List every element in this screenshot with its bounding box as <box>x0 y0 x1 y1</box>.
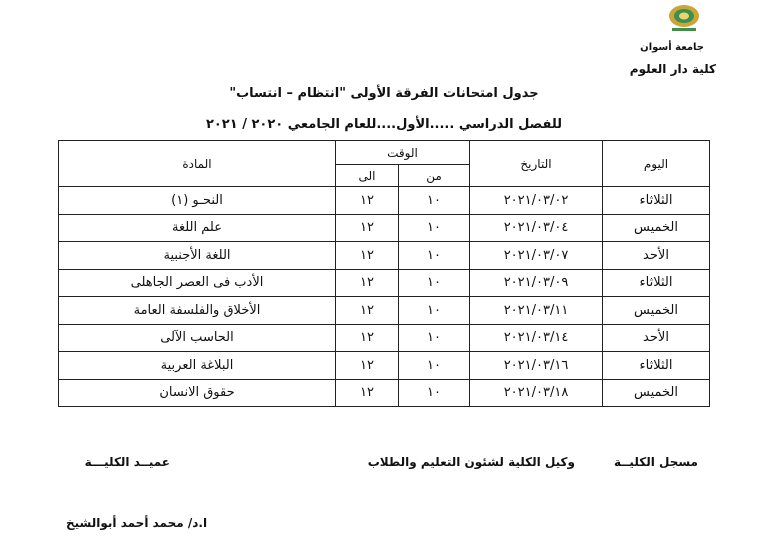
header-time: الوقت <box>336 141 470 165</box>
dean-label: عميــد الكليـــة <box>84 455 170 469</box>
page-subtitle: للفصل الدراسي .....الأول....للعام الجامعي ٢٠٢٠ / ٢٠٢١ <box>205 117 563 132</box>
table-row <box>59 269 710 297</box>
university-logo-icon <box>663 4 705 34</box>
cell-day: الثلاثاء <box>603 187 710 215</box>
table-row <box>59 352 710 380</box>
vice-dean-label: وكيل الكلية لشئون التعليم والطلاب <box>367 455 575 469</box>
cell-from: ١٠ <box>399 352 470 380</box>
cell-date: ٢٠٢١/٠٣/٠٤ <box>470 214 603 242</box>
cell-to: ١٢ <box>336 297 399 325</box>
cell-from: ١٠ <box>399 379 470 407</box>
page-title: جدول امتحانات الفرقة الأولى "انتظام – انتساب" <box>229 86 539 101</box>
cell-from: ١٠ <box>399 324 470 352</box>
header-from: من <box>399 165 470 187</box>
cell-day: الثلاثاء <box>603 352 710 380</box>
cell-to: ١٢ <box>336 379 399 407</box>
cell-date: ٢٠٢١/٠٣/١٦ <box>470 352 603 380</box>
cell-from: ١٠ <box>399 187 470 215</box>
university-name: جامعة أسوان <box>640 42 704 53</box>
cell-to: ١٢ <box>336 352 399 380</box>
cell-date: ٢٠٢١/٠٣/١٤ <box>470 324 603 352</box>
header-to: الى <box>336 165 399 187</box>
cell-subject: الحاسب الآلى <box>59 324 336 352</box>
cell-date: ٢٠٢١/٠٣/١١ <box>470 297 603 325</box>
faculty-name: كلية دار العلوم <box>629 62 716 76</box>
exam-schedule-table <box>58 140 710 407</box>
table-row <box>59 297 710 325</box>
cell-day: الخميس <box>603 214 710 242</box>
dean-signature-name: ا.د/ محمد أحمد أبوالشيخ <box>66 516 208 530</box>
cell-day: الأحد <box>603 242 710 270</box>
cell-subject: الأخلاق والفلسفة العامة <box>59 297 336 325</box>
cell-date: ٢٠٢١/٠٣/١٨ <box>470 379 603 407</box>
cell-from: ١٠ <box>399 297 470 325</box>
cell-day: الأحد <box>603 324 710 352</box>
cell-date: ٢٠٢١/٠٣/٠٢ <box>470 187 603 215</box>
table-row <box>59 242 710 270</box>
cell-day: الخميس <box>603 379 710 407</box>
cell-from: ١٠ <box>399 269 470 297</box>
header-day: اليوم <box>603 141 710 187</box>
cell-day: الثلاثاء <box>603 269 710 297</box>
cell-subject: البلاغة العربية <box>59 352 336 380</box>
cell-subject: علم اللغة <box>59 214 336 242</box>
cell-date: ٢٠٢١/٠٣/٠٩ <box>470 269 603 297</box>
table-row <box>59 379 710 407</box>
cell-day: الخميس <box>603 297 710 325</box>
cell-date: ٢٠٢١/٠٣/٠٧ <box>470 242 603 270</box>
cell-to: ١٢ <box>336 324 399 352</box>
registrar-label: مسجل الكليــة <box>613 455 698 469</box>
cell-subject: حقوق الانسان <box>59 379 336 407</box>
header-date: التاريخ <box>470 141 603 187</box>
cell-subject: الأدب فى العصر الجاهلى <box>59 269 336 297</box>
table-row <box>59 324 710 352</box>
cell-to: ١٢ <box>336 269 399 297</box>
cell-subject: النحـو (١) <box>59 187 336 215</box>
cell-from: ١٠ <box>399 214 470 242</box>
table-row <box>59 187 710 215</box>
cell-to: ١٢ <box>336 242 399 270</box>
cell-to: ١٢ <box>336 187 399 215</box>
cell-to: ١٢ <box>336 214 399 242</box>
cell-subject: اللغة الأجنبية <box>59 242 336 270</box>
table-row <box>59 214 710 242</box>
header-subject: المادة <box>59 141 336 187</box>
cell-from: ١٠ <box>399 242 470 270</box>
